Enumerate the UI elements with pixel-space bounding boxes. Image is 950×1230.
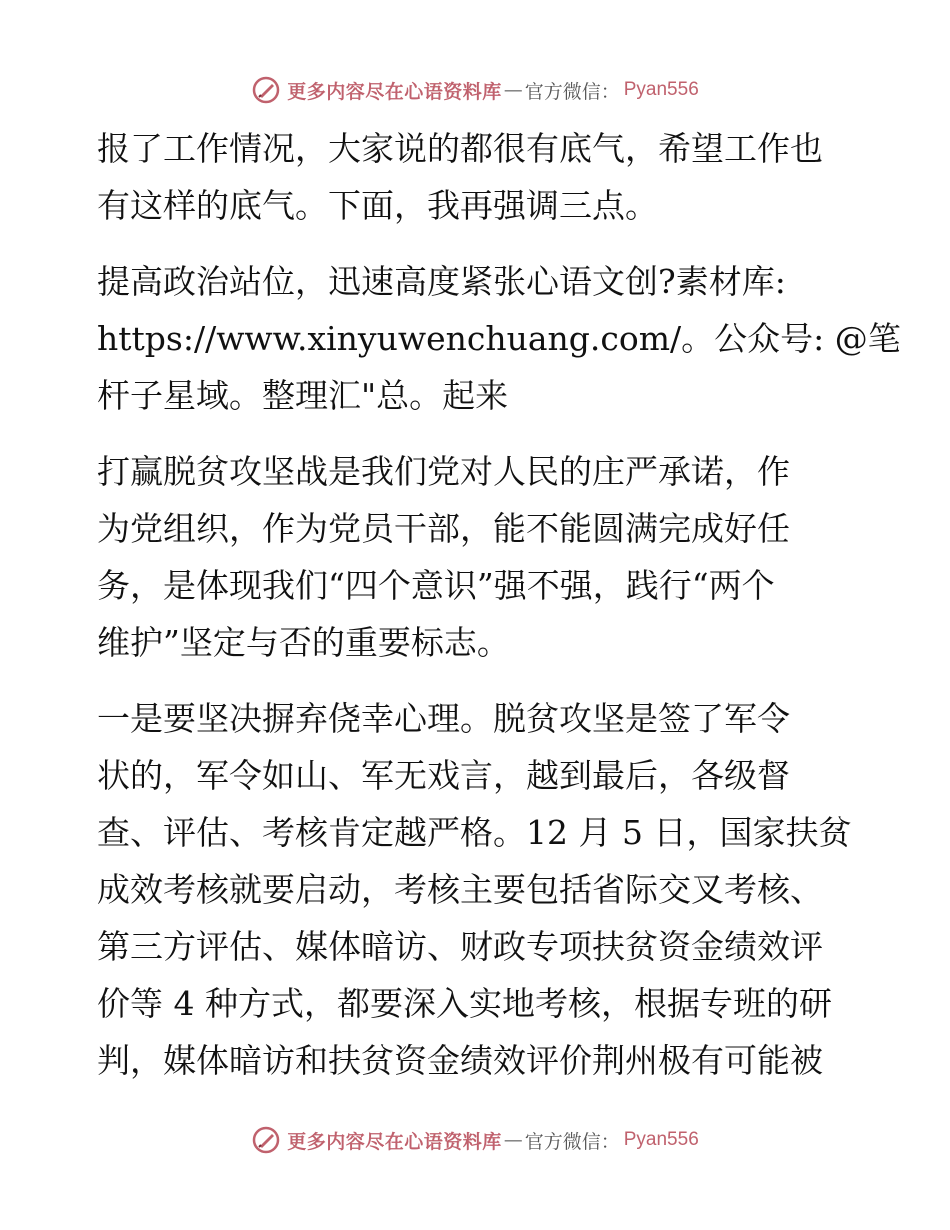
footer-banner bbox=[0, 1120, 950, 1160]
text-line: 杆子星域。整理汇"总。起来 bbox=[97, 376, 509, 415]
text-line: 判，媒体暗访和扶贫资金绩效评价荆州极有可能被 bbox=[97, 1041, 823, 1080]
text-line: 价等 4 种方式，都要深入实地考核，根据专班的研 bbox=[97, 984, 832, 1023]
banner-wechat-id: Pyan556 bbox=[623, 79, 699, 100]
text-line: 打赢脱贫攻坚战是我们党对人民的庄严承诺，作 bbox=[97, 452, 790, 491]
text-line: 查、评估、考核肯定越严格。12 月 5 日，国家扶贫 bbox=[97, 813, 852, 852]
banner-separator: — bbox=[503, 79, 523, 101]
text-line: 状的，军令如山、军无戏言，越到最后，各级督 bbox=[97, 756, 790, 795]
text-line: 提高政治站位，迅速高度紧张心语文创?素材库: bbox=[97, 262, 786, 301]
text-line: 报了工作情况，大家说的都很有底气，希望工作也 bbox=[97, 129, 823, 168]
quill-logo-icon bbox=[251, 75, 281, 105]
banner-wechat-id: Pyan556 bbox=[623, 1129, 699, 1150]
banner-wechat-label: 官方微信： bbox=[524, 80, 620, 103]
banner-separator: — bbox=[503, 1129, 523, 1151]
text-line: https://www.xinyuwenchuang.com/。公众号: @笔 bbox=[97, 319, 901, 358]
text-line: 为党组织，作为党员干部，能不能圆满完成好任 bbox=[97, 509, 790, 548]
text-line: 第三方评估、媒体暗访、财政专项扶贫资金绩效评 bbox=[97, 927, 823, 966]
text-line: 务，是体现我们“四个意识”强不强，践行“两个 bbox=[97, 566, 775, 605]
text-line: 有这样的底气。下面，我再强调三点。 bbox=[97, 186, 658, 225]
banner-text: 更多内容尽在心语资料库 bbox=[287, 80, 502, 103]
banner-wechat-label: 官方微信： bbox=[524, 1130, 620, 1153]
banner-text: 更多内容尽在心语资料库 bbox=[287, 1130, 502, 1153]
header-banner bbox=[0, 70, 950, 110]
text-line: 维护”坚定与否的重要标志。 bbox=[97, 623, 510, 662]
text-line: 成效考核就要启动，考核主要包括省际交叉考核、 bbox=[97, 870, 823, 909]
quill-logo-icon bbox=[251, 1125, 281, 1155]
text-line: 一是要坚决摒弃侥幸心理。脱贫攻坚是签了军令 bbox=[97, 699, 790, 738]
